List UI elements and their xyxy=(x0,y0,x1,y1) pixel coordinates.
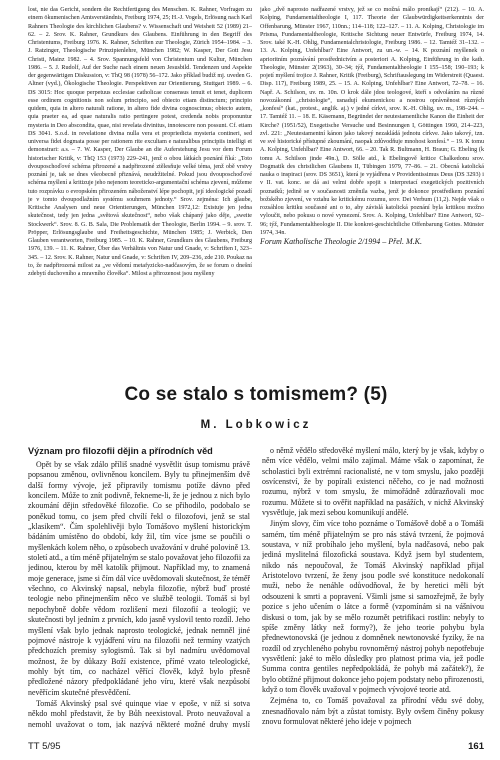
body-paragraph: Opět by se však zdálo příliš snadné vysvětlit úsup tomismu právě popsanou změnou, ovlivněnou koncilem. Byly tu přinejmenším dvě další formy vývoje, jež připravily tomismu potíže dávno před koncilem. Může to znít podivně, řekneme-li, že je jednou z nich bylo zkoumání dějin středověké filozofie. Co se přihodilo, podobalo se poněkud tomu, co jsem před chvílí řekl o filozofovi, jenž se stal „klasikem“. Čím spolehlivěji bylo Tomášovo myšlení historickým bádáním umístěno do období, kdy žil, tím více jsme se poučili o myšlenkách kolem něho, o způsobech uvažování v druhé polovině 13. století atd., a tím méně přijatelným se stalo považovat jeho filozofii za jedinou, kterou by měl katolík přijmout. Například my, to znamená moje generace, jsme si čím dál více uvědomovali skutečnost, že téměř všechno, co Akvinský napsal, nebyla filozofie, nýbrž buď prosté teologie nebo přinejmenším něco ve službě teologii. Tomáš si byl nepochybně dobře vědom rozlišení mezi filozofií a teologií; ve skutečnosti byl jedním z prvních, kdo jasně vyslovil tento rozdíl. Jeho myšlení však bylo jednak naprosto teologické, jednak nemněl jiné pojmové nástroje k vyjádření víru na filozofii než termíny vzatých předchozích premisy sylogismů. Tak si byl nadmíru uvědomoval možnost, že by důkazy Boží existence, přímé vzato teleologické, mohly být tím, co nacházel věřící člověk, když bylo přesně předložené názory předpokládané jeho víru, které však nezpůsobí nevěřícím skutečné přesvědčení. xyxy=(28,460,250,697)
body-paragraph: Tomáš Akvinský psal své quinque viae v epoše, v níž si sotva někdo mohl představit, že by Bůh neexistoval. Proto neuvažoval a nemohl uvažovat o tom, jak nazývá některé možné druhy myslí xyxy=(28,698,250,728)
body-paragraph: Jiným slovy, čím více toho poznáme o Tomášově době a o Tomáši samém, tím méně přijatelným se pro nás stává tvrzení, že pojmová soustava, v níž probíhalo jeho myšlení, byla nadčasová, nebo pak jediná myslitelná filozofická soustava. Když jsem byl studentem, nikdo nás nepoučoval, že Tomáš Akvinský například přijal Aristotelovo tvrzení, že ženy jsou podle své konstituce nedokonalí muži, nebo že nenáhle odůvodňoval, že by heretici měli být odsouzeni k smrti a popravení. Všimli jsme si samozřejmě, že byly pozice s jeho učením o látce a formě (vzpomínám si na vášnivou diskusi o tom, jak by se mělo rozumět petrifikaci rostlin: nebyly to spíše změny látky než formy?), že jeho teorie pohybu byla přednewtonovská (je jednou z domněnek newtonovské fyziky, že na rozdíl od zrychleného pohybu rovnoměrný nástroj pohyb nepotřebuje vysvětlení: jaké to mělo důsledky pro platnost prima via, jež podle Summa contra gentiles nepředpokládá, že pohyb má začátek?), že bylo obtížné přijmout dokonce jeho pojem podstaty nebo přirozenosti, když o tom člověk uvažoval v pojmech vývojové teorie atd. xyxy=(262,519,484,694)
footnotes-text: lost, nie das Gericht, sondern die Rechtfertigung des Menschen. K. Rahner, Vorfragen zu einem ökumenischen Amtsverständnis, Freiburg 1974, 25; H.-J. Vogels, Erlösung nach Karl Rahners Theologie des kirchlichen Glaubens? v. Wissenschaft und Weisheit 52 (1989) 21–62. – 2. Srov. K. Rahner, Grundkurs des Glaubens. Einführung in den Begriff des Christentums, Freiburg 1976. K. Rahner, Schriften zur Theologie, Zürich 1954–1984. – 3. J. Ratzinger, Theologische Prinzipienlehre, München 1982; W. Kasper, Der Gott Jesu Christi, Mainz 1982. – 4. Srov. Spannungsfeld von Christentum und Kultur, München 1986. – 5. J. Rudolf, Auf der Suche nach einem neuen Jesusbild. Tendenzen und Aspekte der gegenwärtigen Diskussion, v: ThQ 98 (1978) 56–172. Jako příklad budiž mj. uveden G. Altner (vyd.), Ökologische Theologie. Perspektiven zur Orientierung, Stuttgart 1989. – 6. DS 3015: Hoc quoque perpetuus ecclesiae catholicae consensus tenuit et tenet, duplicem esse ordinem cognitionis non solum principio, sed obiecto etiam distinctum; principio quidem, quia in altero naturali ratione, in altero fide divina cognoscimus; obiecto autem, quia praeter ea, ad quae naturalis ratio pertingere potest, credenda nobis proponuntur mysteria in Deo abscondita, quae, nisi revelata divinitus, innotescere non possunt. Cf. etiam DS 3041. S.o.d. in revelatione divina nulla vera et propriedicta mysteria contineri, sed universa fidei dogmata posse per rationem rite excultam e naturalibus principiis intelligi et demonstrari: a.s. – 7. W. Kasper, Der Glaube an die Auferstehung Jesu vor dem Forum historischer Kritik, v: ThQ 153 (1973) 229–241, jenž o obou látkách poznání říká: „Toto dvouposchoďové schéma přirozené a nadpřirozené ztělesňuje velké téma, jenž obě vrstvy poznání je, tak se dnes všeobecně přiznává, neudržitelné. Pokud jsou dvouposchoďové schéma myšlení a kritizuje jeho nejenom teoreticko-argumentační schéma zjevení, můžeme tuto rozprávku o evropském přirozeném náboženství lépe pochopit, její ideologické pozadí je v tomto dvoupodlažním systému souhrnem jednoty.“ Srov. zejména: Ich glaube, Kritische Analysen und neue Orientierungen, München 1972,12: Existuje jen jedna skutečnost, tedy jen jedna „světová skutečnost“, nebo však chápaný jako děje, „sweite Stockwerk“. Srov. 8. G. B. Sala, Die Problematik der Theologie, Berlin 1994. – 9. srov. T. Pröpper, Erlösungsglaube und Freiheitsgeschichte, München 1985; J. Werbick, Den Glauben verantworten, Freiburg 1985. – 10. K. Rahner, Grundkurs des Glaubens, Freiburg 1976, 139. – 11. K. Rahner, Über das Verhältnis von Natur und Gnade, v: Schriften I, 323–345. – 12. Srov. K. Rahner, Natur und Gnade, v: Schriften IV, 209–236, zde 210. Poukaz na to, že nadpřirozená milost za „ve vědomí metafyzicko-nadčasovým, že se forum o dnešní zdebytí duchovního a mravního člověka“. Milost a přirozenost jsou myšleny xyxy=(28,7,252,277)
footnotes-section xyxy=(28,6,484,372)
body-column-right xyxy=(262,446,484,728)
article-title: Co se stalo s tomismem? (5) xyxy=(124,384,388,405)
journal-issue: TT 5/95 xyxy=(28,741,61,752)
footnotes-text: jako „dvě naprosto nadřazené vrstvy, jež se co možná málo pronikají“ (212). – 10. A. Kolping, Fundamentaltheologie I, 117. Theorie der Glaubwürdigkeitserkenntnis der Offenbarung, Münster 1967, 110nn.; 114–118; 122–127. – 11. A. Kolping, Christologie im Prisma, Fundamentaltheologie, Kritische Sichtung neuer Entwürfe, Freiburg 1974, 14. Srov. také K.-H. Ohlig, Fundamentalchristologie, Freiburg 1986. – 12. Tamtéž 31–132. – 13. A. Kolping, Unfehlbar? Eine Antwort, zu un.-w. – 14. K poznání myšlenek o aprioritním poznávání prostřednictvím a posteriori A. Kolping, Einführung in die kath. Theologie, Münster 2(1963), 30–34; týž, Fundamentaltheologie I 155–158; 190–193; k pojetí myšlení trojice J. Rahner, Kritik (Freiburg), Schriftauslegung im Widerstreit (Quaest. Disp. 117), Freiburg 1989, 25. – 15. A. Kolping, Unfehlbar? Eine Antwort, 72–78. – 16. Např. A. Schilson, uv. m. 10n. O krok dále jdou teologové, kteří s odvoláním na různé novozákonní „christologie“, usnadují ekumenickou a nostrou oprávněnost různých „konfesí“ (kat., protest., anglik. aj.) v jedné církvi, srov. K.-H. Ohlig, uv. m., 198–244. – 17. Tamtéž 11. – 18. E. Käsemann, Begründet der neutestamentliche Kanon die Einheit der Kirche? (1951/52), Exegetische Versuche und Besinnungen I, Göttingen 1960, 214–223, zvl. 221: „Neutestamentní kánon jako takový nezakládá jednotu církve. Jako takový, tzn. ve své historické přístupné zkoumání, naopak zdůvodňuje mnohost konfesí.“ – 19. K tomu A. Kolping, Unfehlbar? Eine Antwort, 66. – 20. Tak R. Bultmann, H. Braun; G. Ebeling (k tomu A. Schilson jinde 49n.), D. Sölle atd., k Ebelingově kritice Chalkedonu srov. Dogmatik des christlichen Glaubens II, Tübingen 1979, 77–86. – 21. Obecná katolická nauka o inspiraci (srov. DS 3651), která je vyjádřena v Providentissimus Deus (DS 3293) i v II. vat. konc. se dá asi velmi dobře spojit s interpretací exegetických pozitivních poznatků; jedině se v současnosti změnila vazba, jenž je dokonce prostředkem poznání božského zjevení, ve vztahu ke kritickému rozumu, srov. Dei Verbum (11,2). Nejde však o rozsáhlou kritiku současné ani o to, aby závislá katolická poznání byla kritikou možno vyloučit, nebo pokusu o nové vymezení. Srov. A. Kolping, Unfehlbar? Eine Antwort, 92–96; týž, Fundamentaltheologie II. Die konkret-geschichtliche Offenbarung Gottes. Münster 1974, 34n. xyxy=(260,7,484,236)
body-paragraph: Zejména to, co Tomáš považoval za přírodní vědu své doby, znesnadňovalo nám být a zůstat tomisty. Byly ovšem činěny pokusy znovu formulovat některé jeho ideje v pojmech xyxy=(262,696,484,726)
article-author: M. Lobkowicz xyxy=(200,419,312,431)
body-paragraph: o němž vědělo středověké myšlení málo, který by je však, kdyby o něm více vědělo, velmi málo zajímal. Máme však o zapomínat, že scholastici byli extrémní racionalisté, ne v tom smyslu, jako později osvícenství, že by popírali existenci něčeho, co je nad možnosti rozumu, nýbrž v tom smyslu, že mimořádně zdůrazňovali moc rozumu. Můžete si to ověřit například na pasážích, v nichž Akvinský vysvětluje, jak mezi sebou komunikují andělé. xyxy=(262,446,484,518)
section-heading: Význam pro filozofii dějin a přírodních věd xyxy=(28,446,213,456)
body-column-left xyxy=(28,446,250,728)
footnotes-column-right xyxy=(260,6,484,372)
footnotes-column-left xyxy=(28,6,252,372)
source-credit: Forum Katholische Theologie 2/1994 – Přel. M.K. xyxy=(260,237,422,246)
article-body xyxy=(28,446,484,728)
page-number: 161 xyxy=(468,741,484,752)
